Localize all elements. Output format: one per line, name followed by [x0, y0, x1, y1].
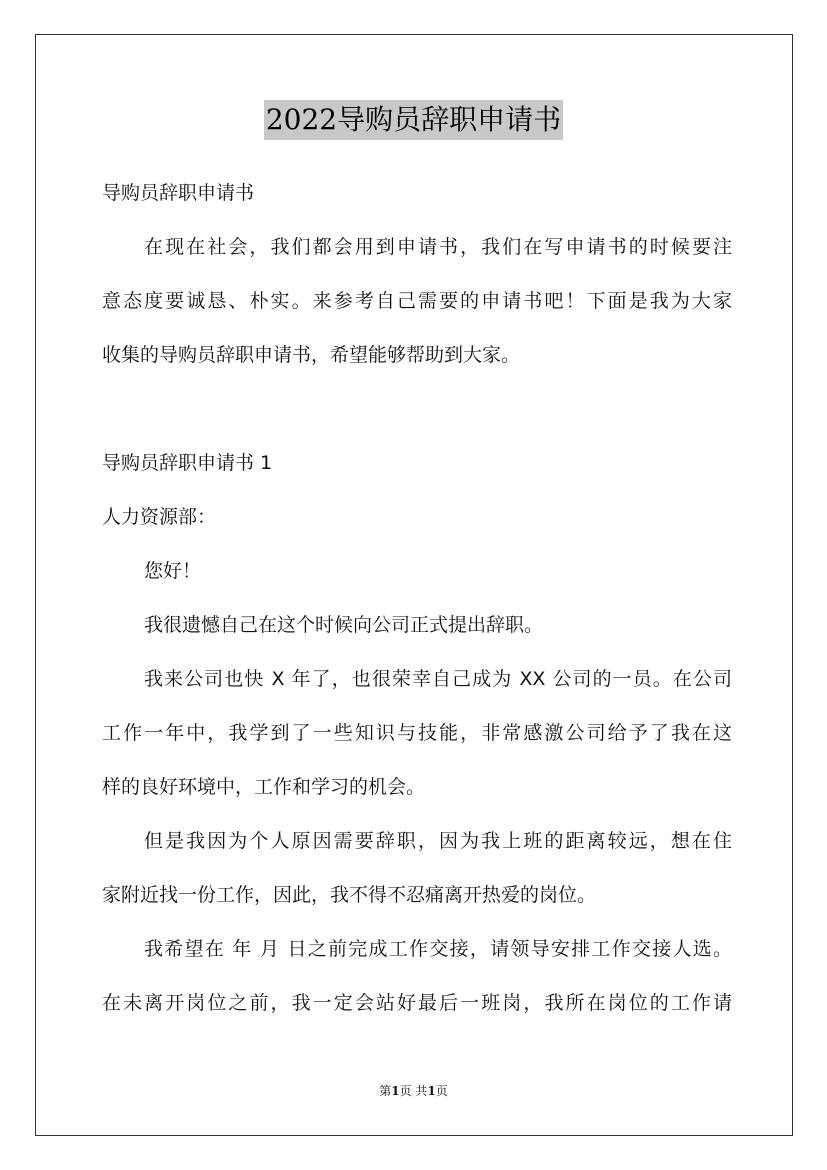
paragraph-line: 人力资源部：	[102, 506, 217, 528]
paragraph-line: 我很遗憾自己在这个时候向公司正式提出辞职。	[144, 614, 544, 636]
paragraph-line: 意态度要诚恳、朴实。来参考自己需要的申请书吧！下面是我为大家	[102, 290, 732, 312]
paragraph-line: 样的良好环境中，工作和学习的机会。	[102, 776, 426, 798]
paragraph-line: 导购员辞职申请书	[102, 182, 255, 204]
paragraph-line: 我来公司也快 X 年了，也很荣幸自己成为 XX 公司的一员。在公司	[144, 668, 732, 690]
paragraph-line: 我希望在 年 月 日之前完成工作交接，请领导安排工作交接人选。	[144, 938, 732, 960]
footer-middle: 页 共	[399, 1084, 428, 1098]
document-title: 2022导购员辞职申请书	[264, 100, 563, 140]
paragraph-line: 您好！	[144, 560, 202, 582]
paragraph-line: 导购员辞职申请书 1	[102, 452, 273, 474]
page-footer	[0, 1082, 827, 1099]
footer-total-pages: 1	[427, 1084, 436, 1098]
paragraph-line: 家附近找一份工作，因此，我不得不忍痛离开热爱的岗位。	[102, 884, 597, 906]
document-body	[102, 166, 732, 1030]
blank-line	[102, 382, 732, 436]
paragraph-line: 收集的导购员辞职申请书，希望能够帮助到大家。	[102, 344, 521, 366]
footer-page-number: 1	[391, 1084, 400, 1098]
title-container	[0, 100, 827, 140]
paragraph-line: 但是我因为个人原因需要辞职，因为我上班的距离较远，想在住	[144, 830, 732, 852]
paragraph-line: 在未离开岗位之前，我一定会站好最后一班岗，我所在岗位的工作请	[102, 992, 732, 1014]
paragraph-line: 在现在社会，我们都会用到申请书，我们在写申请书的时候要注	[144, 236, 732, 258]
footer-suffix: 页	[435, 1084, 448, 1098]
footer-prefix: 第	[379, 1084, 392, 1098]
paragraph-line: 工作一年中，我学到了一些知识与技能，非常感激公司给予了我在这	[102, 722, 732, 744]
